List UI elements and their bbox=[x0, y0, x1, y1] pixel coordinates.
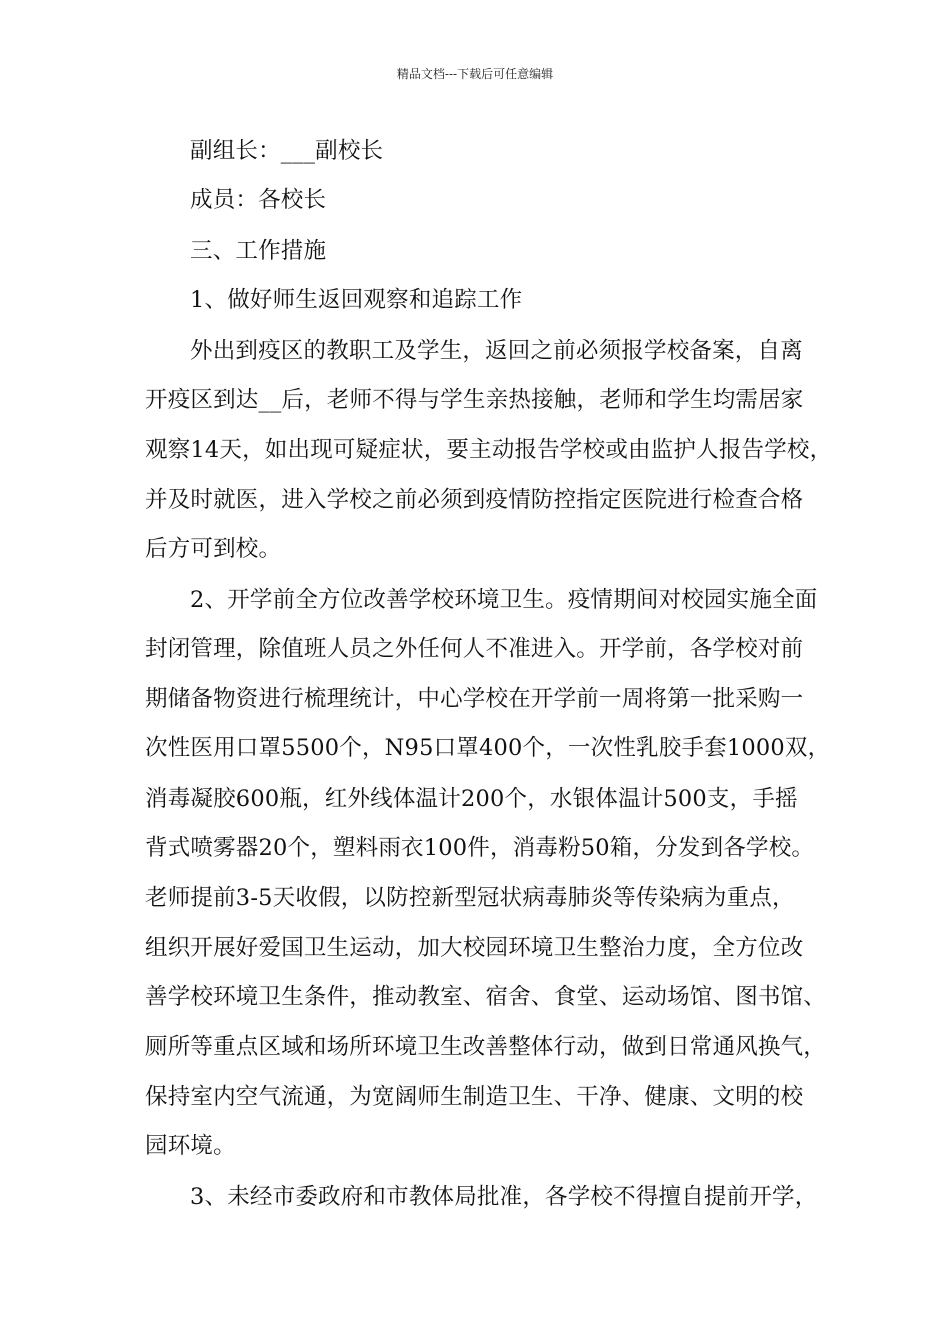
paragraph-line: 期储备物资进行梳理统计，中心学校在开学前一周将第一批采购一 bbox=[145, 686, 804, 712]
item-heading-2: 2、开学前全方位改善学校环境卫生。疫情期间对校园实施全面 bbox=[190, 587, 818, 613]
paragraph-line: 观察14天，如出现可疑症状，要主动报告学校或由监护人报告学校， bbox=[145, 437, 833, 463]
paragraph-line: 保持室内空气流通，为宽阔师生制造卫生、干净、健康、文明的校 bbox=[145, 1084, 804, 1110]
paragraph-line: 背式喷雾器20个，塑料雨衣100件，消毒粉50箱，分发到各学校。 bbox=[145, 835, 815, 861]
paragraph-line: 开疫区到达__后，老师不得与学生亲热接触，老师和学生均需居家 bbox=[145, 387, 804, 413]
paragraph-line: 封闭管理，除值班人员之外任何人不准进入。开学前，各学校对前 bbox=[145, 636, 804, 662]
paragraph-line: 组织开展好爱国卫生运动，加大校园环境卫生整治力度，全方位改 bbox=[145, 935, 804, 961]
paragraph-line: 消毒凝胶600瓶，红外线体温计200个，水银体温计500支，手摇 bbox=[145, 786, 798, 812]
item-heading-3: 3、未经市委政府和市教体局批准，各学校不得擅自提前开学， bbox=[190, 1184, 818, 1210]
paragraph-line: 次性医用口罩5500个，N95口罩400个，一次性乳胶手套1000双， bbox=[145, 735, 831, 761]
paragraph-line: 并及时就医，进入学校之前必须到疫情防控指定医院进行检查合格 bbox=[145, 487, 804, 513]
paragraph-line: 外出到疫区的教职工及学生，返回之前必须报学校备案，自离 bbox=[190, 338, 803, 364]
page-header: 精品文档---下载后可任意编辑 bbox=[396, 67, 554, 81]
section-heading-measures: 三、工作措施 bbox=[190, 238, 327, 264]
paragraph-line: 后方可到校。 bbox=[145, 536, 282, 562]
item-heading-1: 1、做好师生返回观察和追踪工作 bbox=[190, 287, 523, 313]
paragraph-line: 善学校环境卫生条件，推动教室、宿舍、食堂、运动场馆、图书馆、 bbox=[145, 984, 827, 1010]
paragraph-line: 厕所等重点区域和场所环境卫生改善整体行动，做到日常通风换气， bbox=[145, 1034, 827, 1060]
text-line-members: 成员：各校长 bbox=[190, 187, 327, 213]
text-line-vice-leader: 副组长：___副校长 bbox=[190, 138, 384, 164]
paragraph-line: 老师提前3-5天收假，以防控新型冠状病毒肺炎等传染病为重点， bbox=[145, 885, 795, 911]
paragraph-line: 园环境。 bbox=[145, 1133, 236, 1159]
